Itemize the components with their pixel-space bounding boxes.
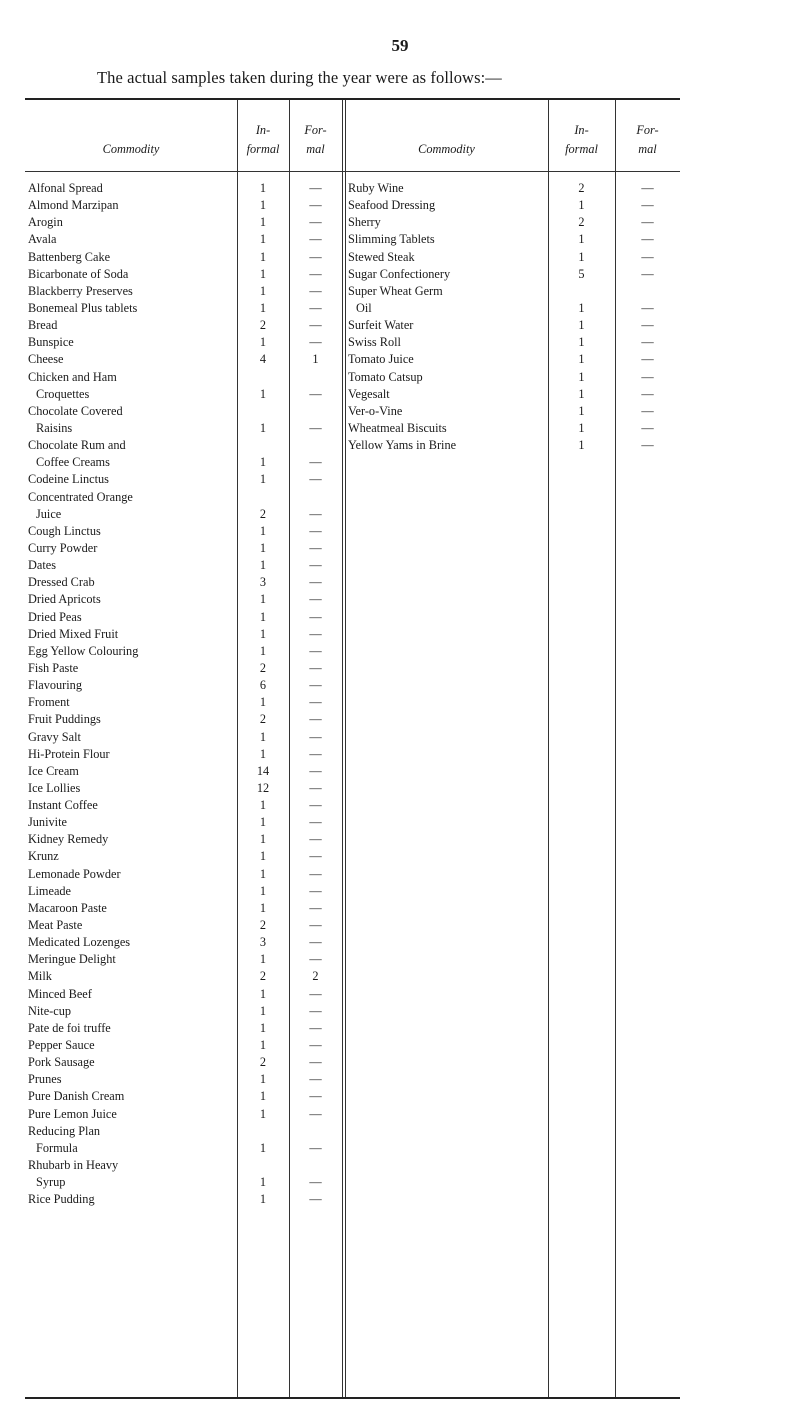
formal-count: — bbox=[641, 181, 654, 195]
formal-count: — bbox=[641, 266, 654, 281]
commodity-name: Cheese bbox=[28, 352, 64, 367]
informal-count bbox=[548, 283, 615, 300]
informal-count: 1 bbox=[259, 609, 267, 624]
formal-count: — bbox=[309, 746, 322, 761]
commodity-name: Surfeit Water bbox=[348, 318, 414, 333]
formal-count: — bbox=[309, 523, 322, 538]
formal-count: — bbox=[641, 335, 654, 350]
formal-count: — bbox=[309, 1106, 322, 1121]
formal-count: — bbox=[309, 626, 322, 641]
commodity-name: Syrup bbox=[36, 1175, 66, 1190]
informal-count: 1 bbox=[578, 198, 585, 213]
formal-count: — bbox=[309, 1003, 322, 1018]
commodity-name: Limeade bbox=[28, 883, 72, 898]
formal-count: — bbox=[641, 403, 654, 418]
left-commodity-column bbox=[25, 180, 237, 1208]
formal-count: — bbox=[309, 300, 322, 315]
informal-count: 5 bbox=[578, 266, 585, 281]
commodity-name: Chicken and Ham bbox=[28, 369, 117, 384]
informal-count bbox=[237, 1123, 289, 1140]
commodity-name: Kidney Remedy bbox=[28, 832, 109, 847]
commodity-name: Ice Lollies bbox=[28, 780, 81, 795]
formal-count: — bbox=[309, 1038, 322, 1053]
formal-count bbox=[289, 1123, 342, 1140]
informal-count: 1 bbox=[259, 540, 267, 555]
commodity-name: Oil bbox=[356, 300, 372, 315]
informal-count: 1 bbox=[578, 232, 585, 247]
header-informal-right: In- formal bbox=[565, 123, 598, 156]
commodity-name: Krunz bbox=[28, 849, 59, 864]
informal-count: 1 bbox=[259, 300, 267, 315]
commodity-name: Pure Lemon Juice bbox=[28, 1106, 117, 1121]
informal-count: 1 bbox=[259, 986, 267, 1001]
commodity-name: Pure Danish Cream bbox=[28, 1089, 125, 1104]
commodity-name: Lemonade Powder bbox=[28, 866, 121, 881]
informal-count: 1 bbox=[259, 249, 267, 264]
informal-count: 2 bbox=[259, 1055, 267, 1070]
informal-count: 1 bbox=[259, 335, 267, 350]
header-formal-right: For- mal bbox=[636, 123, 659, 156]
commodity-name: Bread bbox=[28, 318, 58, 333]
header-formal-left: For- mal bbox=[304, 123, 327, 156]
commodity-name: Ice Cream bbox=[28, 763, 79, 778]
informal-count: 1 bbox=[259, 849, 267, 864]
informal-count: 1 bbox=[578, 438, 585, 453]
formal-count: — bbox=[309, 660, 322, 675]
informal-count: 1 bbox=[259, 626, 267, 641]
informal-count: 1 bbox=[259, 455, 267, 470]
informal-count: 1 bbox=[259, 1106, 267, 1121]
samples-table bbox=[25, 98, 680, 1399]
informal-count bbox=[237, 403, 289, 420]
commodity-name: Macaroon Paste bbox=[28, 900, 107, 915]
formal-count: — bbox=[641, 198, 654, 213]
commodity-name: Wheatmeal Biscuits bbox=[348, 420, 447, 435]
formal-count: — bbox=[309, 900, 322, 915]
informal-count: 6 bbox=[259, 678, 267, 693]
informal-count: 1 bbox=[259, 883, 267, 898]
formal-count: — bbox=[309, 472, 322, 487]
formal-count bbox=[289, 403, 342, 420]
informal-count: 14 bbox=[256, 763, 270, 778]
formal-count: — bbox=[309, 918, 322, 933]
informal-count bbox=[237, 369, 289, 386]
commodity-name: Bunspice bbox=[28, 335, 74, 350]
informal-count: 1 bbox=[259, 746, 267, 761]
commodity-name: Fish Paste bbox=[28, 660, 79, 675]
formal-count: — bbox=[309, 1175, 322, 1190]
header-informal-left: In- formal bbox=[246, 123, 280, 156]
informal-count: 1 bbox=[578, 352, 585, 367]
formal-count: — bbox=[309, 678, 322, 693]
commodity-name: Coffee Creams bbox=[36, 455, 110, 470]
informal-count: 1 bbox=[259, 472, 267, 487]
commodity-name: Froment bbox=[28, 695, 70, 710]
formal-count bbox=[289, 437, 342, 454]
right-informal-column bbox=[548, 180, 615, 454]
commodity-name: Codeine Linctus bbox=[28, 472, 109, 487]
informal-count: 1 bbox=[259, 1020, 267, 1035]
informal-count: 1 bbox=[578, 420, 585, 435]
commodity-name: Battenberg Cake bbox=[28, 249, 111, 264]
commodity-name: Ruby Wine bbox=[348, 181, 404, 195]
formal-count: — bbox=[309, 866, 322, 881]
formal-count: — bbox=[309, 832, 322, 847]
commodity-name: Pepper Sauce bbox=[28, 1038, 95, 1053]
formal-count: — bbox=[309, 780, 322, 795]
commodity-name: Avala bbox=[28, 232, 57, 247]
formal-count: — bbox=[309, 575, 322, 590]
commodity-name: Minced Beef bbox=[28, 986, 92, 1001]
commodity-name: Cough Linctus bbox=[28, 523, 101, 538]
commodity-name: Juice bbox=[36, 506, 62, 521]
formal-count: — bbox=[309, 815, 322, 830]
commodity-name: Vegesalt bbox=[348, 386, 390, 401]
informal-count: 1 bbox=[259, 198, 267, 213]
formal-count: — bbox=[309, 506, 322, 521]
formal-count: — bbox=[309, 609, 322, 624]
informal-count: 1 bbox=[578, 403, 585, 418]
commodity-name: Sugar Confectionery bbox=[348, 266, 451, 281]
informal-count: 1 bbox=[259, 643, 267, 658]
formal-count: 1 bbox=[312, 352, 319, 367]
informal-count: 1 bbox=[259, 900, 267, 915]
informal-count: 2 bbox=[259, 918, 267, 933]
informal-count: 1 bbox=[259, 815, 267, 830]
informal-count: 1 bbox=[259, 695, 267, 710]
informal-count: 1 bbox=[259, 798, 267, 813]
informal-count: 1 bbox=[578, 335, 585, 350]
right-formal-column bbox=[615, 180, 680, 454]
commodity-name: Chocolate Covered bbox=[28, 403, 123, 418]
commodity-name: Pate de foi truffe bbox=[28, 1020, 111, 1035]
informal-count: 3 bbox=[259, 575, 267, 590]
formal-count bbox=[615, 283, 680, 300]
formal-count: — bbox=[309, 1140, 322, 1155]
formal-count: — bbox=[309, 249, 322, 264]
formal-count: — bbox=[309, 1055, 322, 1070]
commodity-name: Raisins bbox=[36, 420, 73, 435]
commodity-name: Concentrated Orange bbox=[28, 489, 133, 504]
informal-count: 12 bbox=[256, 780, 270, 795]
formal-count: — bbox=[309, 198, 322, 213]
commodity-name: Hi-Protein Flour bbox=[28, 746, 110, 761]
commodity-name: Meat Paste bbox=[28, 918, 83, 933]
informal-count: 1 bbox=[259, 420, 267, 435]
formal-count: — bbox=[309, 1072, 322, 1087]
commodity-name: Formula bbox=[36, 1140, 78, 1155]
commodity-name: Almond Marzipan bbox=[28, 198, 119, 213]
left-formal-column bbox=[289, 180, 342, 1208]
formal-count bbox=[289, 489, 342, 506]
formal-count: — bbox=[309, 420, 322, 435]
informal-count: 1 bbox=[259, 866, 267, 881]
commodity-name: Tomato Catsup bbox=[348, 369, 423, 384]
commodity-name: Dressed Crab bbox=[28, 575, 95, 590]
commodity-name: Super Wheat Germ bbox=[348, 283, 443, 298]
commodity-name: Nite-cup bbox=[28, 1003, 72, 1018]
commodity-name: Yellow Yams in Brine bbox=[348, 438, 457, 453]
informal-count: 1 bbox=[259, 729, 267, 744]
formal-count: — bbox=[641, 352, 654, 367]
commodity-name: Bicarbonate of Soda bbox=[28, 266, 129, 281]
commodity-name: Blackberry Preserves bbox=[28, 283, 133, 298]
informal-count: 1 bbox=[259, 1192, 267, 1207]
informal-count: 2 bbox=[259, 660, 267, 675]
commodity-name: Seafood Dressing bbox=[348, 198, 436, 213]
informal-count: 1 bbox=[259, 1038, 267, 1053]
informal-count: 1 bbox=[259, 181, 267, 195]
formal-count: — bbox=[309, 318, 322, 333]
left-informal-column bbox=[237, 180, 289, 1208]
formal-count: — bbox=[309, 181, 322, 195]
formal-count: — bbox=[641, 300, 654, 315]
informal-count: 1 bbox=[259, 215, 267, 230]
formal-count: — bbox=[641, 369, 654, 384]
commodity-name: Reducing Plan bbox=[28, 1123, 101, 1138]
informal-count: 1 bbox=[578, 386, 585, 401]
informal-count: 2 bbox=[259, 318, 267, 333]
informal-count: 2 bbox=[259, 969, 267, 984]
commodity-name: Gravy Salt bbox=[28, 729, 81, 744]
formal-count: — bbox=[309, 592, 322, 607]
commodity-name: Junivite bbox=[28, 815, 67, 830]
informal-count bbox=[237, 437, 289, 454]
formal-count: — bbox=[309, 952, 322, 967]
formal-count: — bbox=[309, 283, 322, 298]
informal-count: 1 bbox=[578, 249, 585, 264]
header-commodity-right: Commodity bbox=[418, 142, 475, 156]
informal-count: 1 bbox=[259, 1072, 267, 1087]
formal-count: — bbox=[309, 1192, 322, 1207]
formal-count: — bbox=[309, 763, 322, 778]
informal-count: 2 bbox=[259, 506, 267, 521]
formal-count: 2 bbox=[312, 969, 319, 984]
commodity-name: Medicated Lozenges bbox=[28, 935, 131, 950]
formal-count: — bbox=[641, 318, 654, 333]
formal-count: — bbox=[309, 729, 322, 744]
formal-count: — bbox=[309, 1089, 322, 1104]
commodity-name: Bonemeal Plus tablets bbox=[28, 300, 138, 315]
formal-count: — bbox=[309, 712, 322, 727]
commodity-name: Dried Mixed Fruit bbox=[28, 626, 119, 641]
formal-count: — bbox=[641, 232, 654, 247]
formal-count: — bbox=[309, 695, 322, 710]
informal-count: 1 bbox=[259, 592, 267, 607]
formal-count: — bbox=[309, 883, 322, 898]
informal-count: 1 bbox=[259, 1175, 267, 1190]
commodity-name: Alfonal Spread bbox=[28, 181, 103, 195]
informal-count: 3 bbox=[259, 935, 267, 950]
formal-count: — bbox=[309, 986, 322, 1001]
commodity-name: Swiss Roll bbox=[348, 335, 401, 350]
commodity-name: Egg Yellow Colouring bbox=[28, 643, 139, 658]
intro-text: The actual samples taken during the year were as follows:— bbox=[97, 68, 502, 87]
formal-count: — bbox=[641, 215, 654, 230]
commodity-name: Milk bbox=[28, 969, 52, 984]
informal-count: 1 bbox=[578, 318, 585, 333]
formal-count: — bbox=[309, 849, 322, 864]
informal-count: 1 bbox=[259, 232, 267, 247]
formal-count: — bbox=[309, 215, 322, 230]
commodity-name: Meringue Delight bbox=[28, 952, 116, 967]
commodity-name: Dried Apricots bbox=[28, 592, 101, 607]
informal-count: 4 bbox=[259, 352, 267, 367]
formal-count: — bbox=[309, 232, 322, 247]
informal-count: 1 bbox=[578, 369, 585, 384]
commodity-name: Tomato Juice bbox=[348, 352, 414, 367]
formal-count bbox=[289, 369, 342, 386]
informal-count bbox=[237, 489, 289, 506]
informal-count: 1 bbox=[578, 300, 585, 315]
formal-count bbox=[289, 1157, 342, 1174]
commodity-name: Fruit Puddings bbox=[28, 712, 101, 727]
header-commodity-left: Commodity bbox=[102, 142, 160, 156]
formal-count: — bbox=[309, 455, 322, 470]
formal-count: — bbox=[641, 438, 654, 453]
informal-count: 1 bbox=[259, 386, 267, 401]
informal-count: 1 bbox=[259, 523, 267, 538]
informal-count: 2 bbox=[259, 712, 267, 727]
formal-count: — bbox=[309, 935, 322, 950]
commodity-name: Sherry bbox=[348, 215, 381, 230]
formal-count: — bbox=[309, 558, 322, 573]
informal-count bbox=[237, 1157, 289, 1174]
commodity-name: Croquettes bbox=[36, 386, 90, 401]
informal-count: 1 bbox=[259, 1003, 267, 1018]
formal-count: — bbox=[309, 386, 322, 401]
commodity-name: Instant Coffee bbox=[28, 798, 98, 813]
commodity-name: Flavouring bbox=[28, 678, 82, 693]
informal-count: 1 bbox=[259, 952, 267, 967]
formal-count: — bbox=[309, 266, 322, 281]
informal-count: 1 bbox=[259, 832, 267, 847]
formal-count: — bbox=[641, 249, 654, 264]
informal-count: 2 bbox=[578, 181, 585, 195]
commodity-name: Ver-o-Vine bbox=[348, 403, 403, 418]
commodity-name: Slimming Tablets bbox=[348, 232, 435, 247]
informal-count: 1 bbox=[259, 1140, 267, 1155]
formal-count: — bbox=[641, 420, 654, 435]
informal-count: 2 bbox=[578, 215, 585, 230]
commodity-name: Stewed Steak bbox=[348, 249, 415, 264]
commodity-name: Rice Pudding bbox=[28, 1192, 95, 1207]
formal-count: — bbox=[309, 1020, 322, 1035]
formal-count: — bbox=[641, 386, 654, 401]
commodity-name: Chocolate Rum and bbox=[28, 438, 126, 453]
commodity-name: Curry Powder bbox=[28, 540, 98, 555]
informal-count: 1 bbox=[259, 1089, 267, 1104]
right-commodity-column bbox=[345, 180, 548, 454]
formal-count: — bbox=[309, 798, 322, 813]
commodity-name: Dates bbox=[28, 558, 56, 573]
commodity-name: Arogin bbox=[28, 215, 63, 230]
formal-count: — bbox=[309, 540, 322, 555]
formal-count: — bbox=[309, 643, 322, 658]
informal-count: 1 bbox=[259, 266, 267, 281]
informal-count: 1 bbox=[259, 558, 267, 573]
page-number: 59 bbox=[391, 36, 409, 55]
commodity-name: Dried Peas bbox=[28, 609, 82, 624]
commodity-name: Pork Sausage bbox=[28, 1055, 95, 1070]
commodity-name: Rhubarb in Heavy bbox=[28, 1158, 119, 1173]
formal-count: — bbox=[309, 335, 322, 350]
commodity-name: Prunes bbox=[28, 1072, 62, 1087]
informal-count: 1 bbox=[259, 283, 267, 298]
